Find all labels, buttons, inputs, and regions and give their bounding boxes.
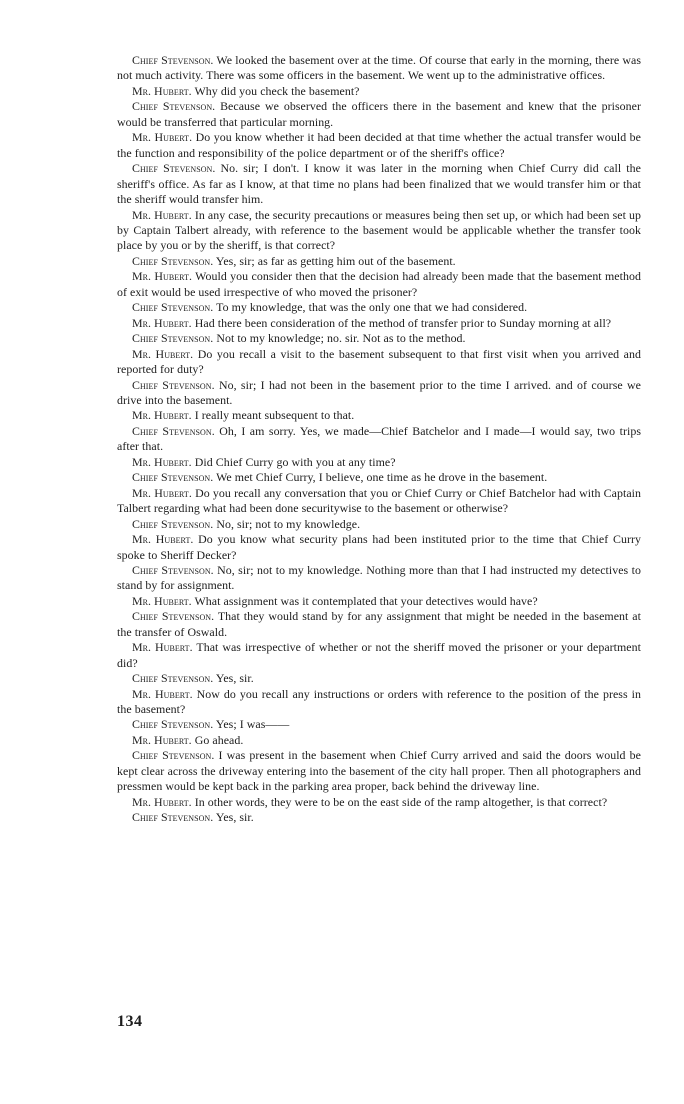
paragraph xyxy=(117,378,641,409)
speaker-name: Chief Stevenson. xyxy=(132,53,214,67)
speaker-name: Mr. Hubert. xyxy=(132,640,193,655)
speaker-name: Mr. Hubert. xyxy=(132,408,192,423)
paragraph xyxy=(117,733,641,748)
speech-text: We looked the basement over at the time. Of course that early in the morning, there was not much activity. There was some officers in the basement. We went up to the administrative offices. xyxy=(117,53,641,83)
speaker-name: Chief Stevenson. xyxy=(132,562,214,577)
speech-text: In other words, they were to be on the east side of the ramp altogether, is that correct? xyxy=(191,794,608,809)
paragraph xyxy=(117,99,641,130)
speech-text: Did Chief Curry go with you at any time? xyxy=(191,454,396,469)
speech-text: Do you recall a visit to the basement subsequent to that first visit when you arrived and reported for duty? xyxy=(117,346,641,377)
speaker-name: Mr. Hubert. xyxy=(132,454,192,469)
speech-text: That was irrespective of whether or not the sheriff moved the prisoner or your department did? xyxy=(117,640,641,670)
speaker-name: Chief Stevenson. xyxy=(132,99,216,114)
speech-text: No, sir; not to my knowledge. xyxy=(213,516,361,531)
speech-text: No, sir; I had not been in the basement prior to the time I arrived. and of course we drive into the basement. xyxy=(117,377,641,407)
transcript-body xyxy=(117,53,641,826)
speaker-name: Chief Stevenson. xyxy=(132,516,214,531)
paragraph xyxy=(117,254,641,269)
speaker-name: Mr. Hubert. xyxy=(132,686,193,701)
paragraph xyxy=(117,594,641,609)
speech-text: Do you recall any conversation that you or Chief Curry or Chief Batchelor had with Captain Talbert regarding what had been done securitywise to the basement or otherwise? xyxy=(117,485,641,516)
speech-text: Do you know what security plans had been instituted prior to the time that Chief Curry spoke to Sheriff Decker? xyxy=(117,532,641,562)
paragraph xyxy=(117,687,641,718)
paragraph xyxy=(117,717,641,732)
speech-text: Oh, I am sorry. Yes, we made—Chief Batchelor and I made—I would say, two trips after that. xyxy=(117,423,641,454)
speech-text: I was present in the basement when Chief Curry arrived and said the doors would be kept clear across the driveway entering into the basement of the city hall proper. Then all photographers and pressmen would be kept back in the parking area proper, back behind the driveway line. xyxy=(117,748,641,794)
paragraph xyxy=(117,795,641,810)
speaker-name: Chief Stevenson. xyxy=(132,748,215,763)
paragraph xyxy=(117,532,641,563)
speaker-name: Chief Stevenson. xyxy=(132,717,214,732)
speaker-name: Chief Stevenson. xyxy=(132,810,214,825)
speaker-name: Mr. Hubert. xyxy=(132,346,194,361)
paragraph xyxy=(117,671,641,686)
speech-text: Yes, sir. xyxy=(213,671,254,686)
paragraph xyxy=(117,424,641,455)
paragraph xyxy=(117,130,641,161)
speaker-name: Mr. Hubert. xyxy=(132,485,192,500)
paragraph xyxy=(117,84,641,99)
speech-text: I really meant subsequent to that. xyxy=(191,408,355,423)
speech-text: No, sir; not to my knowledge. Nothing more than that I had instructed my detectives to stand by for assignment. xyxy=(117,562,641,593)
speaker-name: Chief Stevenson. xyxy=(132,331,214,346)
paragraph xyxy=(117,486,641,517)
paragraph xyxy=(117,300,641,315)
speaker-name: Chief Stevenson. xyxy=(132,253,214,268)
speech-text: In any case, the security precautions or measures being then set up, or which had been set up by Captain Talbert already, with reference to the basement would be applicable whether the transfer took place by you or by the sheriff, is that correct? xyxy=(117,207,641,253)
speaker-name: Mr. Hubert. xyxy=(132,83,192,98)
speech-text: Go ahead. xyxy=(191,732,244,747)
paragraph xyxy=(117,455,641,470)
speaker-name: Mr. Hubert. xyxy=(132,593,192,608)
paragraph xyxy=(117,517,641,532)
paragraph xyxy=(117,810,641,825)
paragraph xyxy=(117,347,641,378)
speech-text: That they would stand by for any assignment that might be needed in the basement at the transfer of Oswald. xyxy=(117,609,641,639)
speech-text: Yes; I was—— xyxy=(213,717,290,732)
speech-text: Now do you recall any instructions or orders with reference to the position of the press in the basement? xyxy=(117,686,641,717)
speech-text: Not to my knowledge; no. sir. Not as to the method. xyxy=(213,331,466,346)
speech-text: Why did you check the basement? xyxy=(191,83,360,98)
paragraph xyxy=(117,640,641,671)
speaker-name: Chief Stevenson. xyxy=(132,470,214,485)
paragraph xyxy=(117,316,641,331)
speech-text: Yes, sir; as far as getting him out of the basement. xyxy=(213,253,456,268)
speaker-name: Mr. Hubert. xyxy=(132,130,193,145)
paragraph xyxy=(117,609,641,640)
paragraph xyxy=(117,269,641,300)
speaker-name: Chief Stevenson. xyxy=(132,377,215,392)
speaker-name: Mr. Hubert. xyxy=(132,269,193,284)
speaker-name: Chief Stevenson. xyxy=(132,161,216,176)
speaker-name: Mr. Hubert. xyxy=(132,532,194,547)
paragraph xyxy=(117,563,641,594)
speech-text: Would you consider then that the decision had already been made that the basement method of exit would be used irrespective of who moved the prisoner? xyxy=(117,269,641,299)
paragraph xyxy=(117,161,641,207)
speech-text: Yes, sir. xyxy=(213,810,254,825)
speaker-name: Chief Stevenson. xyxy=(132,609,215,624)
paragraph xyxy=(117,408,641,423)
speaker-name: Mr. Hubert. xyxy=(132,732,192,747)
speech-text: We met Chief Curry, I believe, one time as he drove in the basement. xyxy=(213,470,548,485)
paragraph xyxy=(117,53,641,84)
speaker-name: Chief Stevenson. xyxy=(132,300,214,315)
paragraph xyxy=(117,470,641,485)
speaker-name: Mr. Hubert. xyxy=(132,207,192,222)
paragraph xyxy=(117,208,641,254)
speaker-name: Mr. Hubert. xyxy=(132,315,192,330)
paragraph xyxy=(117,748,641,794)
speech-text: What assignment was it contemplated that your detectives would have? xyxy=(191,593,538,608)
paragraph xyxy=(117,331,641,346)
speaker-name: Chief Stevenson. xyxy=(132,671,214,686)
speech-text: No. sir; I don't. I know it was later in the morning when Chief Curry did call the sheriff's office. As far as I know, at that time no plans had been finalized that we would transfer him or that the sheriff would transfer him. xyxy=(117,161,641,207)
speech-text: To my knowledge, that was the only one that we had considered. xyxy=(213,300,528,315)
speaker-name: Chief Stevenson. xyxy=(132,423,215,438)
speech-text: Because we observed the officers there in the basement and knew that the prisoner would be transferred that particular morning. xyxy=(117,99,641,129)
speech-text: Had there been consideration of the method of transfer prior to Sunday morning at all? xyxy=(191,315,612,330)
speaker-name: Mr. Hubert. xyxy=(132,794,192,809)
speech-text: Do you know whether it had been decided at that time whether the actual transfer would be the function and responsibility of the police department or of the sheriff's office? xyxy=(117,130,641,160)
page-number: 134 xyxy=(117,1013,143,1030)
